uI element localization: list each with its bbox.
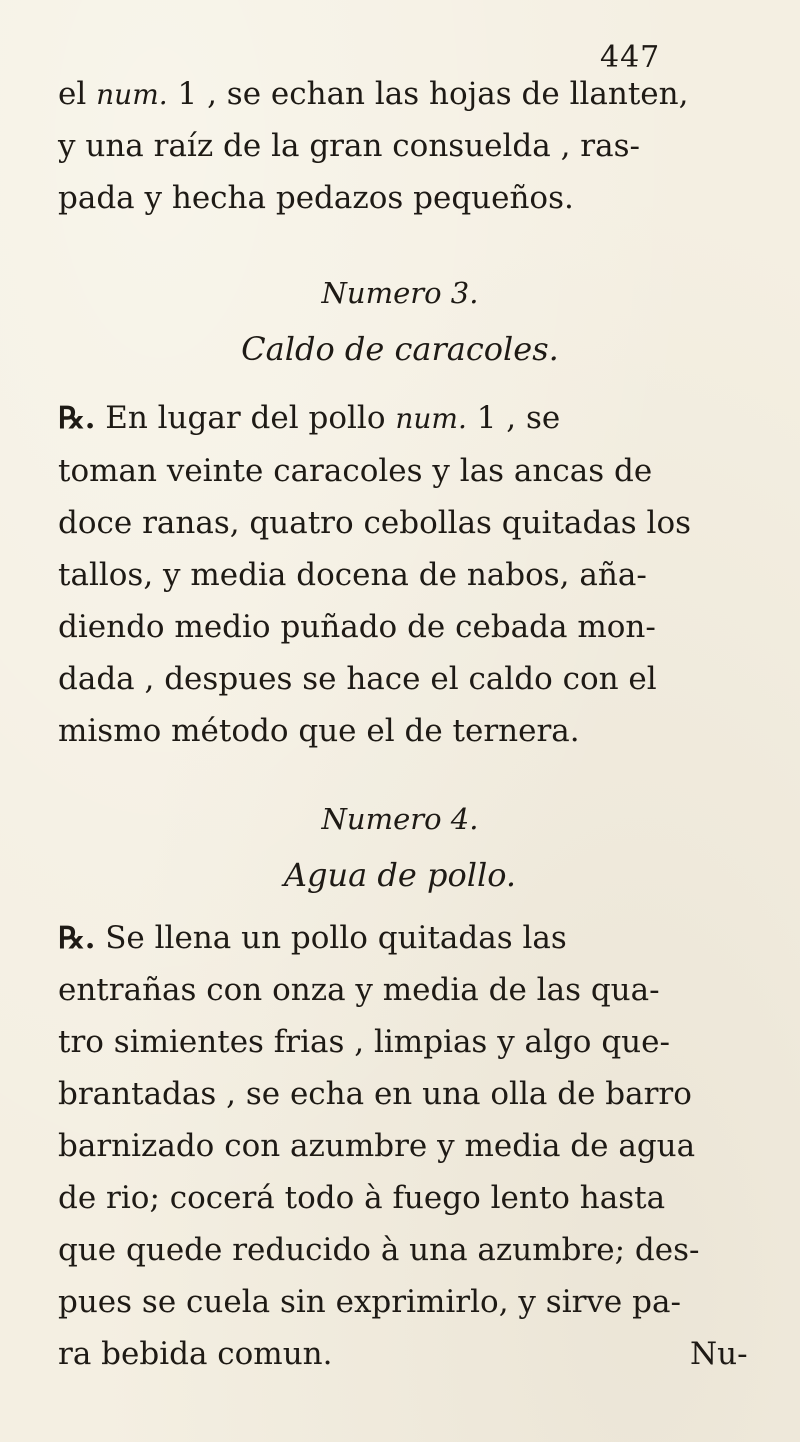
text-line: de rio; cocerá todo à fuego lento hasta [58,1180,666,1216]
text-line: el num. 1 , se echan las hojas de llanten, [58,76,689,112]
text-line: doce ranas, quatro cebollas quitadas los [58,505,692,541]
text-line: mismo método que el de ternera. [58,713,580,749]
text-line: entrañas con onza y media de las qua- [58,972,660,1008]
text-line: tallos, y media docena de nabos, aña- [58,557,647,593]
text-line: pues se cuela sin exprimirlo, y sirve pa- [58,1284,681,1320]
recipe-symbol: ℞. [58,401,96,436]
text-line: ra bebida comun. [58,1336,333,1372]
text-line: brantadas , se echa en una olla de barro [58,1076,692,1112]
text-line: ℞. En lugar del pollo num. 1 , se [58,400,561,436]
section-number-heading: Numero 4. [321,802,479,836]
section-title: Caldo de caracoles. [241,330,559,368]
text-line: dada , despues se hace el caldo con el [58,661,657,697]
text-line: tro simientes frias , limpias y algo que- [58,1024,670,1060]
section-title: Agua de pollo. [283,856,517,894]
text-line: toman veinte caracoles y las ancas de [58,453,653,489]
section-number-heading: Numero 3. [321,276,479,310]
recipe-symbol: ℞. [58,921,96,956]
text-line: y una raíz de la gran consuelda , ras- [58,128,640,164]
text-line: pada y hecha pedazos pequeños. [58,180,574,216]
page-number: 447 [600,40,661,75]
text-line: barnizado con azumbre y media de agua [58,1128,696,1164]
text-line: ℞. Se llena un pollo quitadas las [58,920,567,956]
text-line: diendo medio puñado de cebada mon- [58,609,656,645]
catchword: Nu- [690,1336,748,1372]
text-line: que quede reducido à una azumbre; des- [58,1232,700,1268]
